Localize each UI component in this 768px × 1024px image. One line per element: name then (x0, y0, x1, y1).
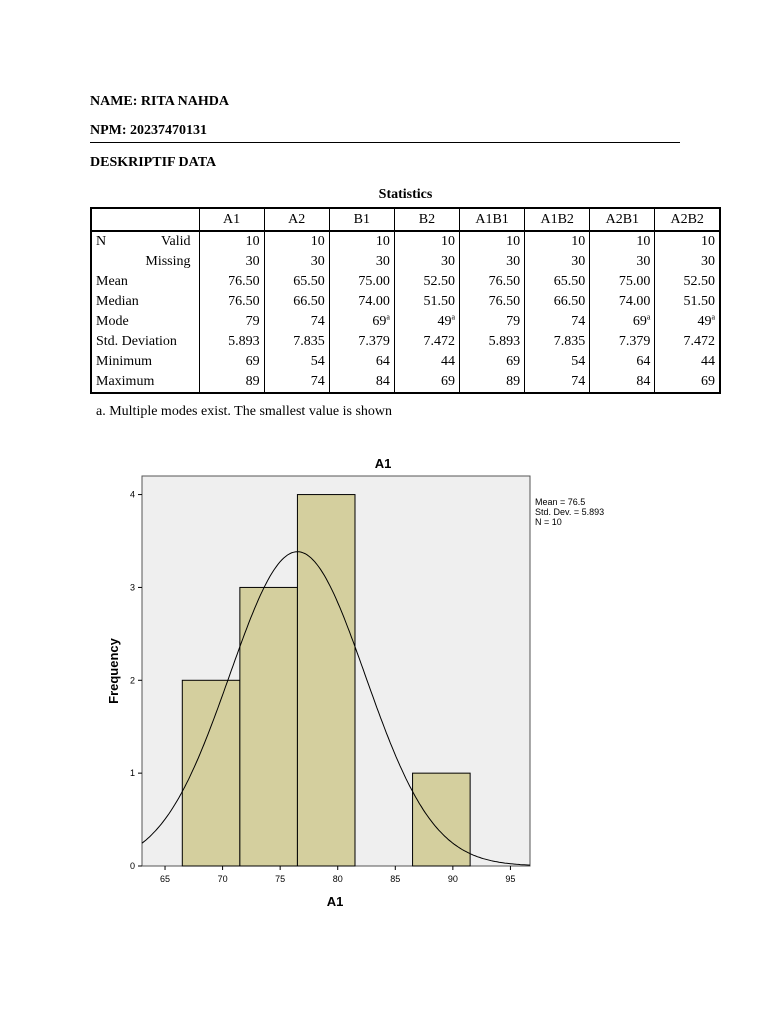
stat-value (525, 352, 590, 372)
stat-number: 7.379 (358, 334, 390, 349)
stat-number: 84 (636, 374, 651, 389)
y-tick-label: 0 (129, 861, 135, 871)
stat-value (655, 252, 720, 272)
stat-number: 30 (506, 254, 521, 269)
stat-number: 10 (701, 234, 715, 249)
stat-number: 74 (310, 314, 325, 329)
stat-number: 10 (506, 234, 521, 249)
stat-value (199, 372, 264, 393)
stat-number: 7.379 (618, 334, 651, 349)
stat-value (264, 352, 329, 372)
stat-value (394, 312, 459, 332)
stat-number: 74 (571, 374, 586, 389)
corner-cell (91, 208, 199, 231)
stat-number: 69 (701, 374, 715, 389)
stat-number: 30 (310, 254, 325, 269)
statistics-row (91, 272, 720, 292)
x-tick-label: 65 (160, 874, 171, 884)
stat-value (199, 312, 264, 332)
stat-number: 10 (571, 234, 586, 249)
statistics-table (90, 207, 721, 394)
column-header-a2b2: A2B2 (655, 208, 720, 231)
stat-number: 10 (441, 234, 455, 249)
stat-value (329, 332, 394, 352)
stat-number: 10 (636, 234, 651, 249)
column-header-a1b1: A1B1 (460, 208, 525, 231)
stat-number: 64 (636, 354, 651, 369)
stat-value (590, 231, 655, 252)
statistics-row (91, 312, 720, 332)
y-tick-label: 3 (129, 582, 135, 593)
section-title: DESKRIPTIF DATA (90, 155, 217, 170)
footnote-marker: a (451, 312, 455, 322)
stat-value (460, 312, 525, 332)
row-label (91, 252, 141, 272)
row-label: Minimum (96, 354, 153, 369)
footnote-marker: a (711, 312, 715, 322)
stat-value (329, 372, 394, 393)
statistics-row (91, 231, 720, 252)
stat-number: 51.50 (423, 294, 455, 309)
column-header-a2: A2 (264, 208, 329, 231)
stat-value (655, 312, 720, 332)
row-label: Mode (96, 314, 129, 329)
statistics-title: Statistics (378, 187, 433, 202)
stat-number: 74 (571, 314, 586, 329)
stat-number: 10 (375, 234, 390, 249)
stat-number: 49 (697, 314, 712, 329)
stat-number: 52.50 (683, 274, 715, 289)
stat-value (264, 332, 329, 352)
header-divider (90, 142, 680, 143)
column-header-b2: B2 (394, 208, 459, 231)
stat-value (199, 292, 264, 312)
stat-number: 75.00 (618, 274, 651, 289)
stat-value (590, 372, 655, 393)
stat-value (655, 292, 720, 312)
stat-number: 76.50 (488, 274, 521, 289)
stat-number: 7.835 (553, 334, 586, 349)
stat-value (590, 352, 655, 372)
y-tick-label: 1 (129, 768, 135, 779)
stat-value (460, 272, 525, 292)
x-tick-label: 80 (332, 874, 343, 884)
y-axis-label: Frequency (106, 638, 121, 704)
stat-number: 51.50 (683, 294, 715, 309)
stat-value (199, 352, 264, 372)
stat-value (264, 272, 329, 292)
stat-value (394, 332, 459, 352)
stat-value (460, 332, 525, 352)
stat-value (525, 231, 590, 252)
stat-value (264, 292, 329, 312)
legend-entry: N = 10 (535, 517, 562, 527)
y-tick-label: 4 (129, 489, 135, 500)
stat-number: 74.00 (618, 294, 651, 309)
stat-number: 7.472 (683, 334, 715, 349)
stat-number: 44 (441, 354, 455, 369)
stat-number: 76.50 (228, 274, 260, 289)
x-tick-label: 70 (217, 874, 228, 884)
column-header-a2b1: A2B1 (590, 208, 655, 231)
x-tick-label: 95 (505, 874, 516, 884)
stat-value (329, 252, 394, 272)
stat-value (590, 292, 655, 312)
statistics-row (91, 372, 720, 393)
stat-number: 64 (375, 354, 390, 369)
stat-number: 30 (636, 254, 651, 269)
student-name: NAME: RITA NAHDA (90, 94, 229, 109)
histogram-bar (240, 587, 298, 866)
stat-value (264, 252, 329, 272)
row-label: Mean (96, 274, 128, 289)
stat-number: 79 (245, 314, 260, 329)
histogram-bar (297, 495, 355, 866)
stat-number: 65.50 (293, 274, 325, 289)
stat-number: 84 (375, 374, 390, 389)
stat-number: 76.50 (488, 294, 521, 309)
stat-number: 69 (372, 314, 387, 329)
stat-value (199, 231, 264, 252)
stat-value (655, 332, 720, 352)
stat-value (460, 352, 525, 372)
stat-value (394, 231, 459, 252)
row-label: N (96, 234, 107, 249)
y-tick-label: 2 (129, 675, 135, 686)
stat-value (525, 272, 590, 292)
stat-number: 10 (245, 234, 260, 249)
stat-number: 52.50 (423, 274, 455, 289)
table-footnote: a. Multiple modes exist. The smallest value is shown (96, 404, 393, 419)
legend-entry: Mean = 76.5 (535, 497, 586, 507)
stat-value (460, 372, 525, 393)
stat-value (394, 372, 459, 393)
stat-number: 5.893 (228, 334, 260, 349)
stat-value (264, 312, 329, 332)
stat-number: 30 (571, 254, 586, 269)
stat-number: 69 (245, 354, 260, 369)
stat-number: 69 (441, 374, 455, 389)
stat-value (329, 352, 394, 372)
stat-number: 74 (310, 374, 325, 389)
stat-value (655, 231, 720, 252)
stat-number: 66.50 (553, 294, 586, 309)
stat-number: 69 (506, 354, 521, 369)
stat-number: 49 (437, 314, 452, 329)
stat-value (590, 252, 655, 272)
stat-number: 30 (245, 254, 260, 269)
x-axis-label: A1 (326, 894, 344, 909)
stat-value (525, 312, 590, 332)
statistics-header-row (91, 208, 720, 231)
stat-number: 69 (632, 314, 647, 329)
stat-value (655, 352, 720, 372)
stat-value (590, 272, 655, 292)
row-label: Maximum (96, 374, 155, 389)
stat-value (329, 272, 394, 292)
stat-value (329, 231, 394, 252)
stat-value (655, 272, 720, 292)
statistics-row (91, 352, 720, 372)
stat-value (590, 332, 655, 352)
row-sublabel: Valid (160, 234, 191, 249)
column-header-b1: B1 (329, 208, 394, 231)
x-tick-label: 75 (275, 874, 286, 884)
histogram-bar (413, 773, 471, 866)
stat-value (394, 252, 459, 272)
row-label: Std. Deviation (96, 334, 177, 349)
stat-number: 5.893 (488, 334, 521, 349)
stat-number: 7.472 (423, 334, 455, 349)
stat-value (525, 332, 590, 352)
stat-number: 65.50 (553, 274, 586, 289)
column-header-a1b2: A1B2 (525, 208, 590, 231)
stat-number: 66.50 (293, 294, 325, 309)
stat-value (199, 332, 264, 352)
stat-value (525, 292, 590, 312)
stat-value (264, 372, 329, 393)
histogram-chart (100, 450, 650, 920)
legend-entry: Std. Dev. = 5.893 (535, 507, 605, 517)
stat-value (199, 272, 264, 292)
stat-value (329, 292, 394, 312)
statistics-row (91, 252, 720, 272)
chart-title: A1 (374, 456, 392, 471)
student-npm: NPM: 20237470131 (90, 123, 208, 138)
column-header-a1: A1 (199, 208, 264, 231)
stat-number: 44 (701, 354, 715, 369)
footnote-marker: a (646, 312, 651, 322)
stat-value (460, 252, 525, 272)
stat-value (199, 252, 264, 272)
stat-number: 30 (375, 254, 390, 269)
stat-value (394, 292, 459, 312)
row-sublabel: Missing (145, 254, 191, 269)
stat-number: 10 (310, 234, 325, 249)
stat-value (525, 372, 590, 393)
stat-number: 7.835 (293, 334, 325, 349)
stat-number: 79 (506, 314, 521, 329)
stat-value (329, 312, 394, 332)
stat-number: 89 (245, 374, 260, 389)
stat-number: 74.00 (358, 294, 390, 309)
stat-number: 76.50 (228, 294, 260, 309)
row-label: Median (96, 294, 139, 309)
stat-number: 75.00 (358, 274, 390, 289)
x-tick-label: 85 (390, 874, 401, 884)
stat-value (460, 292, 525, 312)
stat-number: 30 (701, 254, 715, 269)
stat-number: 89 (506, 374, 521, 389)
statistics-row (91, 332, 720, 352)
stat-value (264, 231, 329, 252)
stat-value (590, 312, 655, 332)
stat-number: 54 (310, 354, 325, 369)
stat-number: 30 (441, 254, 455, 269)
stat-value (525, 252, 590, 272)
stat-number: 54 (571, 354, 586, 369)
stat-value (655, 372, 720, 393)
stat-value (394, 352, 459, 372)
statistics-row (91, 292, 720, 312)
footnote-marker: a (386, 312, 390, 322)
x-tick-label: 90 (447, 874, 458, 884)
stat-value (394, 272, 459, 292)
stat-value (460, 231, 525, 252)
